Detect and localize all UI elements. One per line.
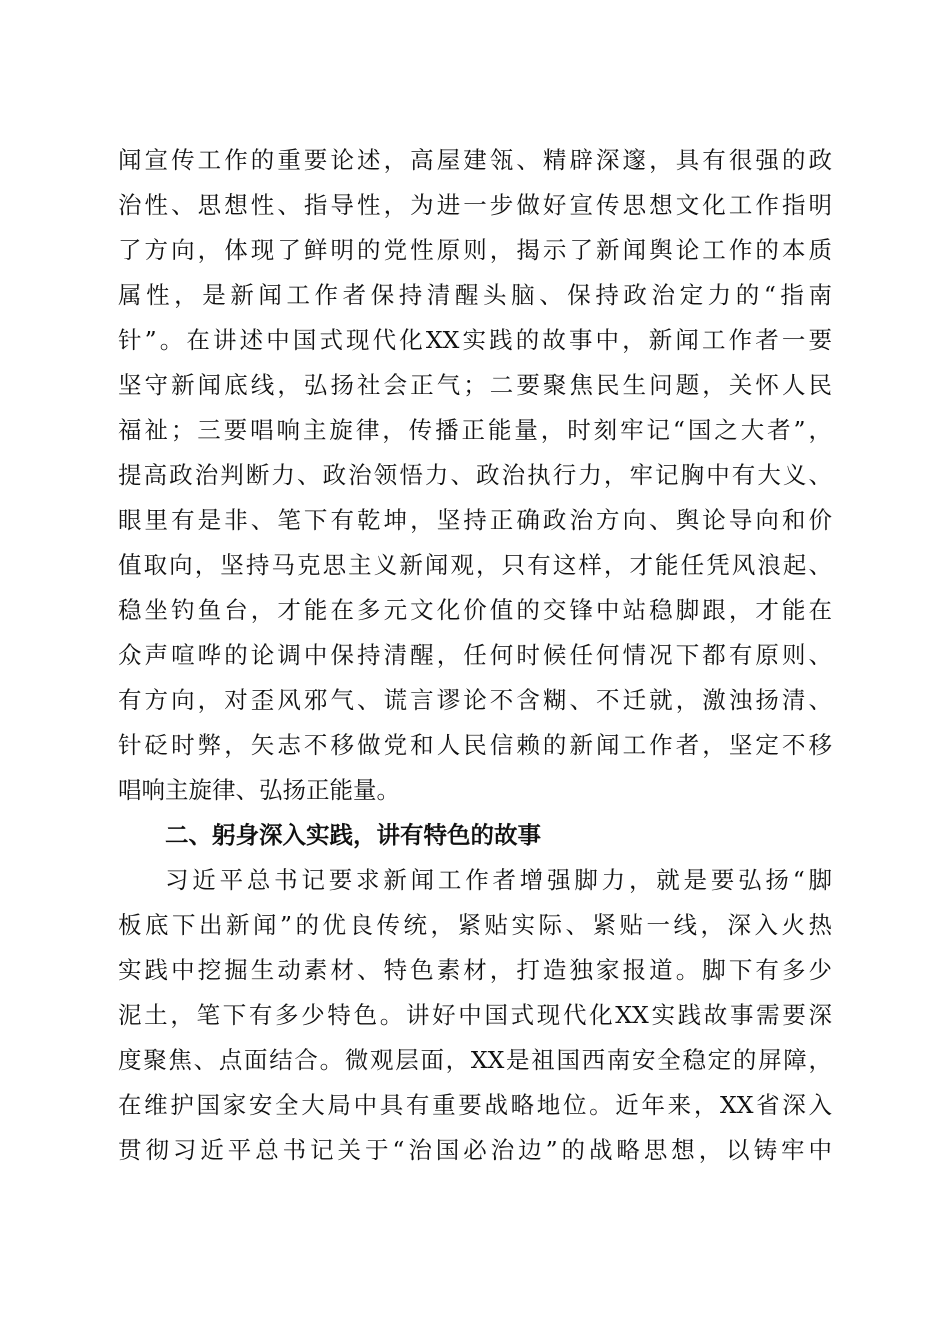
body-text-line: 坚守新闻底线，弘扬社会正气；二要聚焦民生问题，关怀人民 xyxy=(118,371,832,399)
body-text-line: 贯彻习近平总书记关于“治国必治边”的战略思想，以铸牢中 xyxy=(118,1136,832,1164)
body-text-line: 值取向，坚持马克思主义新闻观，只有这样，才能任凭风浪起、 xyxy=(118,551,832,579)
body-text-line: 针”。在讲述中国式现代化XX实践的故事中，新闻工作者一要 xyxy=(118,326,832,354)
body-text-line: 众声喧哗的论调中保持清醒，任何时候任何情况下都有原则、 xyxy=(118,641,832,669)
body-text-line: 闻宣传工作的重要论述，高屋建瓴、精辟深邃，具有很强的政 xyxy=(118,146,832,174)
body-text-line: 针砭时弊，矢志不移做党和人民信赖的新闻工作者，坚定不移 xyxy=(118,731,832,759)
body-text-line: 度聚焦、点面结合。微观层面，XX是祖国西南安全稳定的屏障， xyxy=(118,1046,832,1074)
body-text-line: 了方向，体现了鲜明的党性原则，揭示了新闻舆论工作的本质 xyxy=(118,236,832,264)
body-text-line: 唱响主旋律、弘扬正能量。 xyxy=(118,776,400,804)
section-heading: 二、躬身深入实践，讲有特色的故事 xyxy=(165,821,541,849)
body-text-line: 稳坐钓鱼台，才能在多元文化价值的交锋中站稳脚跟，才能在 xyxy=(118,596,832,624)
body-text-line: 福祉；三要唱响主旋律，传播正能量，时刻牢记“国之大者”， xyxy=(118,416,832,444)
body-text-line: 实践中挖掘生动素材、特色素材，打造独家报道。脚下有多少 xyxy=(118,956,832,984)
body-text-line: 眼里有是非、笔下有乾坤，坚持正确政治方向、舆论导向和价 xyxy=(118,506,832,534)
body-text-line: 板底下出新闻”的优良传统，紧贴实际、紧贴一线，深入火热 xyxy=(118,911,832,939)
body-text-line: 提高政治判断力、政治领悟力、政治执行力，牢记胸中有大义、 xyxy=(118,461,832,489)
body-text-line: 属性，是新闻工作者保持清醒头脑、保持政治定力的“指南 xyxy=(118,281,832,309)
body-text-line: 治性、思想性、指导性，为进一步做好宣传思想文化工作指明 xyxy=(118,191,832,219)
body-text-line: 泥土，笔下有多少特色。讲好中国式现代化XX实践故事需要深 xyxy=(118,1001,832,1029)
body-text-line: 习近平总书记要求新闻工作者增强脚力，就是要弘扬“脚 xyxy=(165,866,832,894)
body-text-line: 有方向，对歪风邪气、谎言谬论不含糊、不迁就，激浊扬清、 xyxy=(118,686,832,714)
body-text-line: 在维护国家安全大局中具有重要战略地位。近年来，XX省深入 xyxy=(118,1091,832,1119)
